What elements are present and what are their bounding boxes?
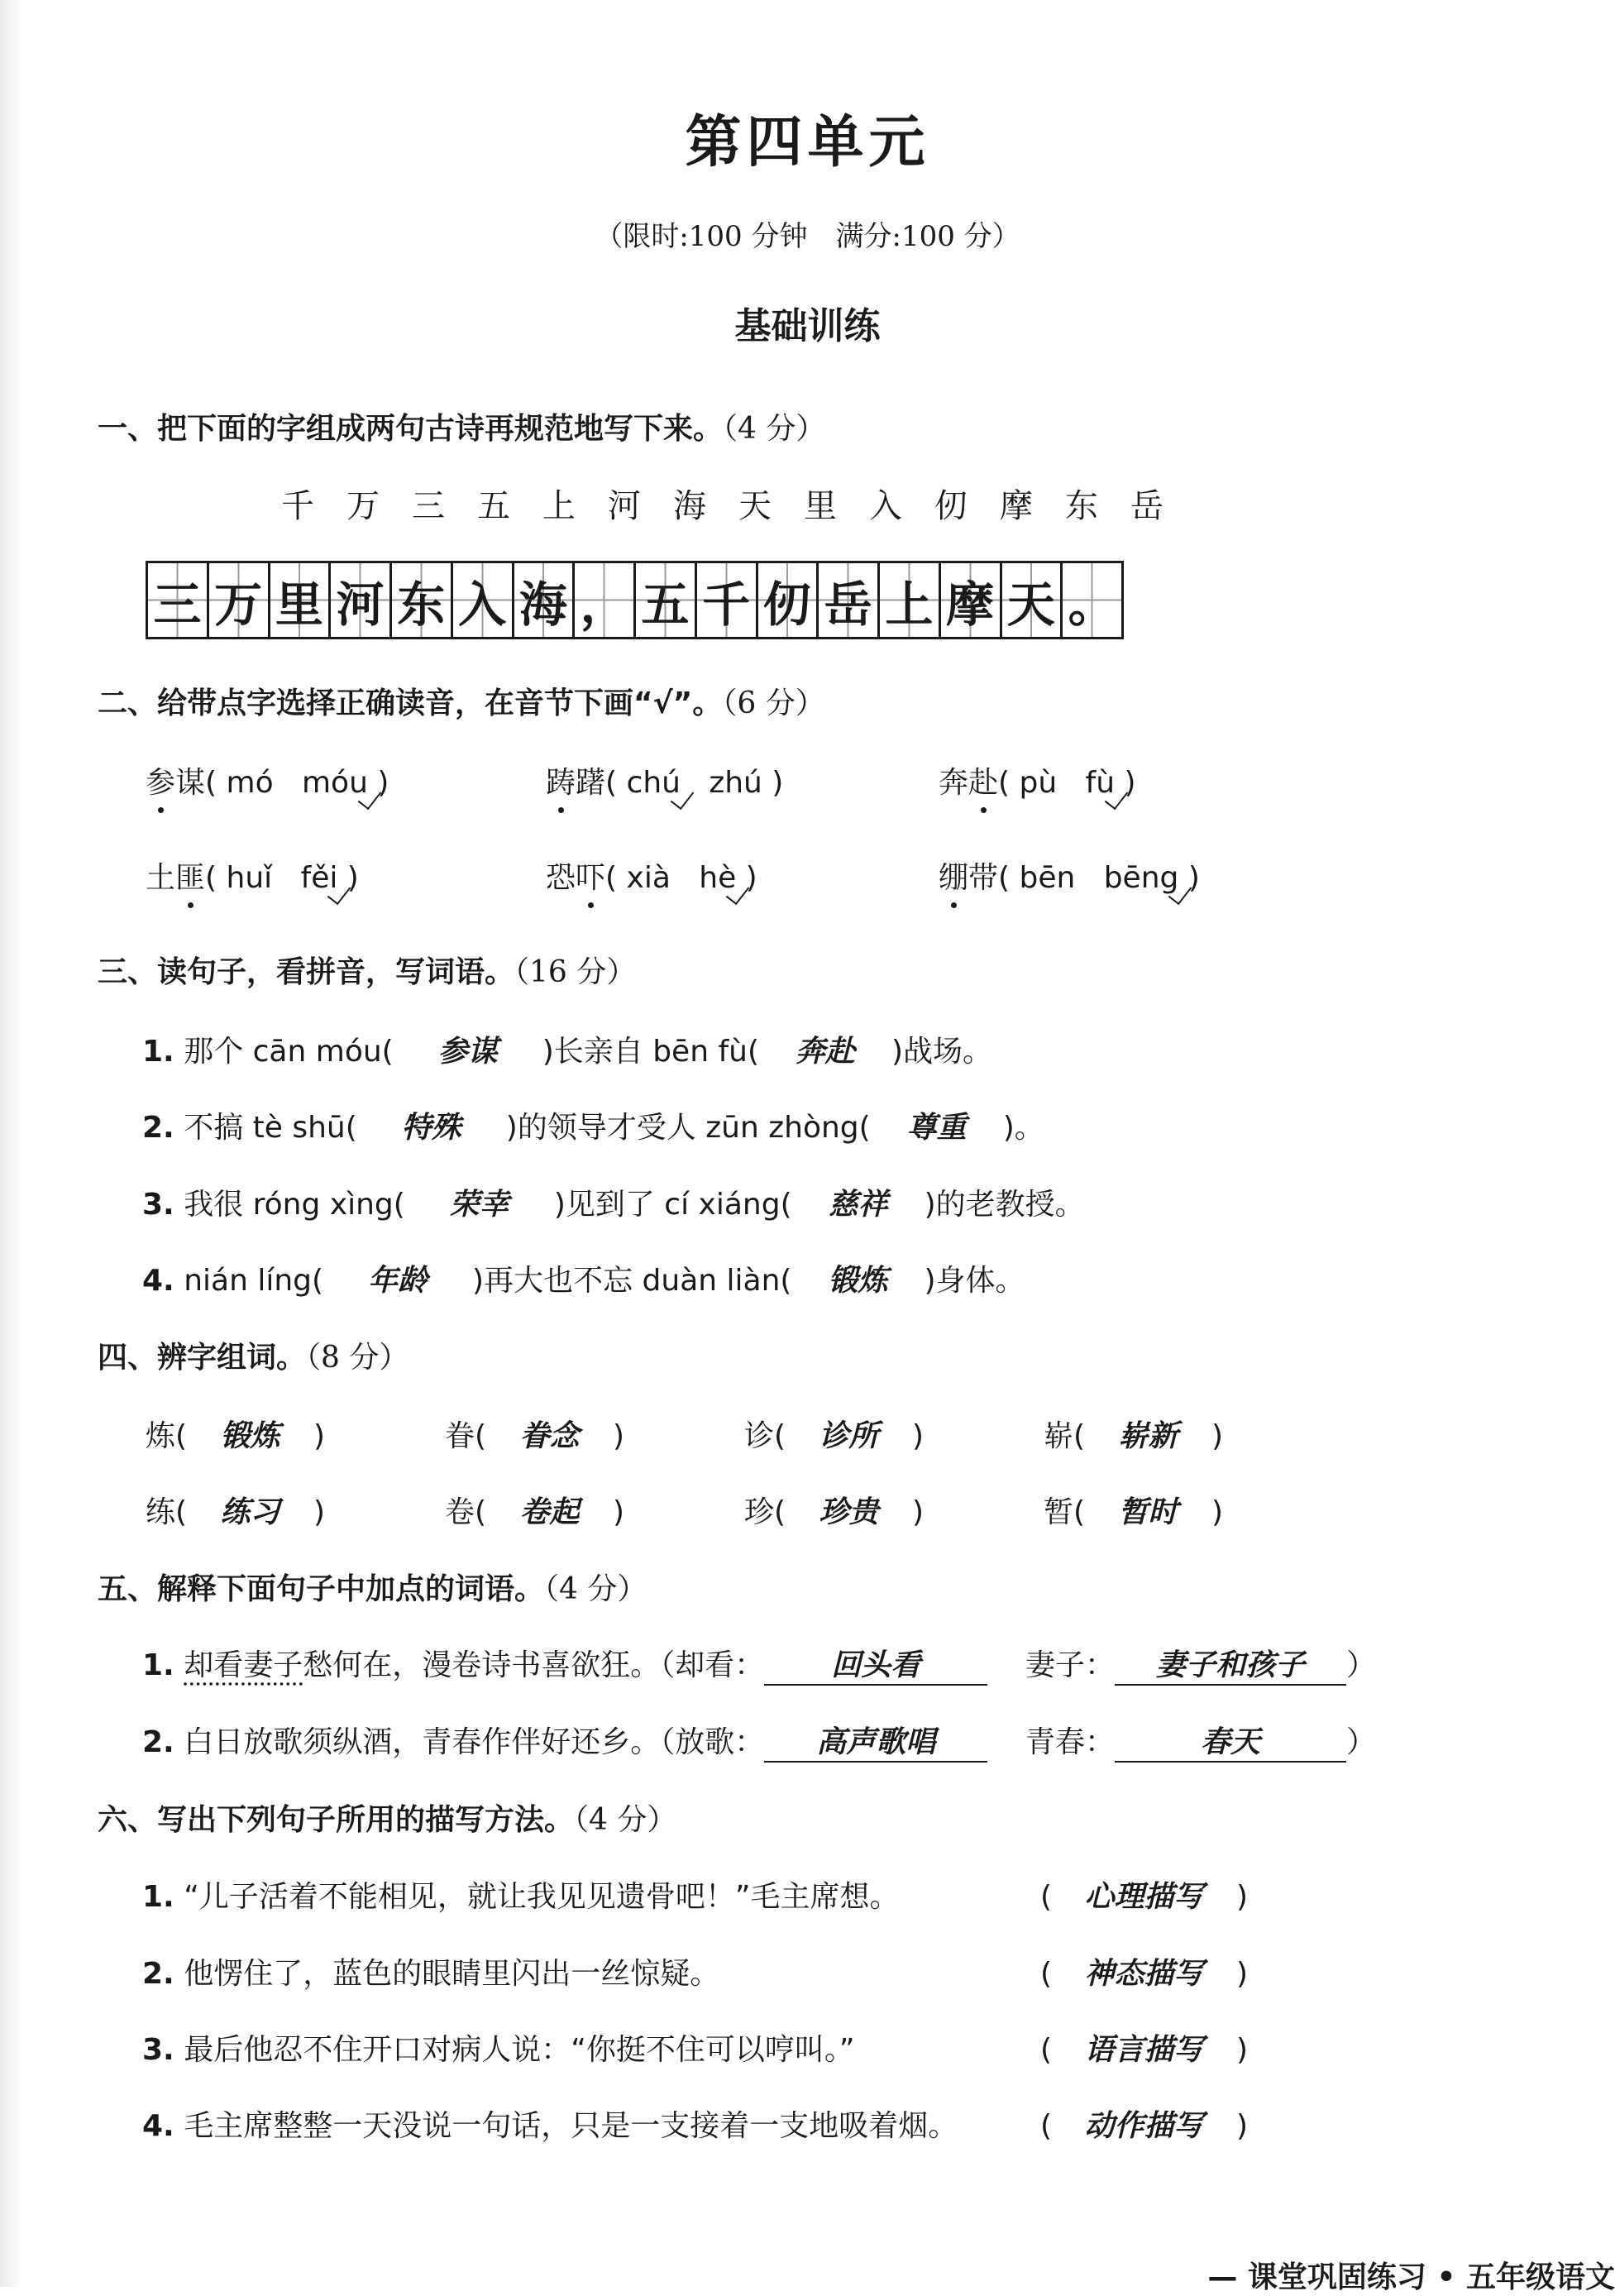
word-char: 奔 (939, 766, 969, 800)
explain-line-2 (142, 1719, 1376, 1763)
grid-cell[interactable]: 。 (1060, 563, 1121, 637)
answer-blank[interactable]: 年龄 (368, 1263, 428, 1298)
item-number: 2. (142, 1111, 174, 1145)
base-char: 眷 (445, 1419, 475, 1453)
word-pair: 卷( 卷起 ) (445, 1489, 624, 1531)
bank-char: 里 (804, 487, 837, 525)
grid-cell[interactable]: 仞 (756, 563, 817, 637)
grid-cell[interactable]: 入 (451, 563, 512, 637)
item-number: 3. (142, 2033, 174, 2067)
base-char: 练 (146, 1495, 176, 1529)
word-char: 躇 (576, 766, 606, 800)
bank-char: 三 (412, 487, 445, 525)
question-5-heading (98, 1566, 647, 1608)
grid-cell[interactable]: 海 (512, 563, 573, 637)
bank-char: 东 (1065, 487, 1098, 525)
sentence-part: 须纵酒，青春作伴好还乡。（放歌： (303, 1725, 765, 1759)
word-pair: 珍( 珍贵 ) (744, 1489, 924, 1531)
answer-blank[interactable]: 奔赴 (795, 1034, 855, 1069)
method-line-3 (142, 2026, 855, 2069)
pinyin-choice: 奔赴( pù fù ) (939, 759, 1136, 801)
bank-char: 仞 (934, 487, 968, 525)
method-answer-4: ( 动作描写 ) (1040, 2102, 1248, 2145)
explain-line-1 (142, 1642, 1376, 1686)
sentence: 他愣住了，蓝色的眼睛里闪出一丝惊疑。 (184, 1957, 720, 1991)
word-pair: 崭( 崭新 ) (1044, 1413, 1223, 1455)
base-char: 卷 (445, 1495, 475, 1529)
sentence-part: 青春： (1025, 1725, 1116, 1759)
answer-blank[interactable]: 动作描写 (1084, 2108, 1204, 2143)
grid-cell[interactable]: 五 (633, 563, 695, 637)
base-char: 暂 (1044, 1495, 1074, 1529)
answer-blank[interactable]: 尊重 (906, 1110, 967, 1145)
item-number: 1. (142, 1880, 174, 1914)
answer-blank[interactable]: 慈祥 (828, 1187, 888, 1222)
question-points: （8 分） (306, 1341, 409, 1375)
dotted-char: 吓 (576, 854, 605, 897)
closing-paren: ） (1346, 1648, 1377, 1682)
fill-sentence-2 (142, 1104, 1044, 1146)
word-pair: 眷( 眷念 ) (445, 1413, 624, 1455)
item-number: 1. (142, 1035, 174, 1069)
answer-blank[interactable]: 珍贵 (819, 1495, 879, 1529)
question-points: （6 分） (722, 686, 825, 720)
sentence-part: )的领导才受人 zūn zhòng( (505, 1111, 871, 1145)
dotted-char: 踌 (546, 759, 576, 801)
bank-char: 万 (346, 487, 380, 525)
sentence-part: 愁何在，漫卷诗书喜欲狂。（却看： (303, 1648, 765, 1682)
pinyin-option-checked[interactable]: móu (301, 766, 368, 800)
sentence: 毛主席整整一天没说一句话，只是一支接着一支地吸着烟。 (184, 2109, 958, 2143)
bank-char: 天 (738, 487, 772, 525)
pinyin-option[interactable]: zhú (709, 766, 762, 800)
question-points: （4 分） (574, 1803, 677, 1837)
page-title: 第四单元 (685, 109, 930, 175)
grid-cell[interactable]: 千 (695, 563, 756, 637)
pinyin-choice: 土匪( huǐ fěi ) (146, 854, 359, 897)
pinyin-option-checked[interactable]: bēng (1103, 861, 1179, 895)
grid-cell[interactable]: 河 (328, 563, 389, 637)
sentence-part: )身体。 (924, 1264, 1025, 1298)
answer-blank[interactable]: 卷起 (519, 1495, 580, 1529)
word-char: 谋 (175, 766, 206, 800)
answer-blank[interactable]: 锻炼 (220, 1418, 280, 1453)
grid-cell[interactable]: 摩 (939, 563, 1000, 637)
bank-char: 河 (608, 487, 641, 525)
dotted-words: 却看妻子 (184, 1648, 303, 1682)
grid-cell[interactable]: 万 (207, 563, 268, 637)
answer-blank[interactable]: 暂时 (1118, 1495, 1178, 1529)
answer-line[interactable]: 妻子和孩子 (1115, 1642, 1346, 1686)
pinyin-option[interactable]: xià (626, 861, 671, 895)
bank-char: 入 (869, 487, 902, 525)
pinyin-option[interactable]: huǐ (226, 861, 273, 895)
pinyin-option-checked[interactable]: chú (626, 766, 681, 800)
bank-char: 岳 (1130, 487, 1163, 525)
item-number: 2. (142, 1957, 174, 1991)
section-heading: 基础训练 (734, 305, 881, 347)
base-char: 诊 (744, 1419, 775, 1453)
question-points: （16 分） (514, 955, 637, 989)
question-text: 三、读句子，看拼音，写词语。 (98, 955, 515, 989)
dotted-char: 赴 (968, 759, 998, 801)
word-char: 恐 (546, 861, 576, 895)
sentence-part: )的老教授。 (924, 1188, 1085, 1222)
item-number: 3. (142, 1188, 174, 1222)
sentence-part: )。 (1002, 1111, 1044, 1145)
grid-cell[interactable]: ， (572, 563, 633, 637)
time-and-score: （限时:100 分钟 满分:100 分） (595, 220, 1020, 253)
sentence: 最后他忍不住开口对病人说：“你挺不住可以哼叫。” (184, 2033, 855, 2067)
pinyin-option[interactable]: bēn (1019, 861, 1076, 895)
base-char: 崭 (1044, 1419, 1074, 1453)
grid-cell[interactable]: 岳 (816, 563, 877, 637)
answer-line[interactable]: 高声歌唱 (764, 1719, 987, 1763)
writing-grid[interactable] (146, 561, 1124, 639)
method-line-2 (142, 1950, 719, 1992)
answer-blank[interactable]: 特殊 (401, 1110, 461, 1145)
answer-blank[interactable]: 练习 (220, 1495, 280, 1529)
word-char: 土 (146, 861, 176, 895)
page-footer: — 课堂巩固练习 • 五年级语文 (1207, 2260, 1615, 2294)
item-number: 2. (142, 1725, 174, 1759)
question-text: 二、给带点字选择正确读音，在音节下画“√”。 (98, 686, 723, 720)
question-points: （4 分） (544, 1572, 647, 1606)
method-line-4 (142, 2102, 958, 2145)
answer-blank[interactable]: 荣幸 (449, 1187, 509, 1222)
word-pair: 暂( 暂时 ) (1044, 1489, 1223, 1531)
sentence-part: 我很 róng xìng( (184, 1188, 405, 1222)
base-char: 炼 (146, 1419, 176, 1453)
answer-line[interactable]: 回头看 (764, 1642, 987, 1686)
sentence-part: )战场。 (891, 1035, 993, 1069)
question-text: 六、写出下列句子所用的描写方法。 (98, 1803, 575, 1837)
question-points: （4 分） (723, 412, 826, 446)
sentence-part: 那个 cān móu( (184, 1035, 394, 1069)
bank-char: 上 (542, 487, 576, 525)
item-number: 1. (142, 1648, 174, 1682)
fill-sentence-3 (142, 1181, 1085, 1223)
method-line-1 (142, 1873, 900, 1916)
sentence-part: )见到了 cí xiáng( (553, 1188, 792, 1222)
item-number: 4. (142, 2109, 174, 2143)
answer-blank[interactable]: 神态描写 (1084, 1956, 1204, 1991)
pinyin-option-checked[interactable]: fù (1085, 766, 1116, 800)
grid-cell[interactable]: 上 (877, 563, 939, 637)
question-1-heading (98, 405, 825, 447)
question-text: 一、把下面的字组成两句古诗再规范地写下来。 (98, 412, 724, 446)
question-text: 四、辨字组词。 (98, 1341, 307, 1375)
pinyin-option[interactable]: pù (1019, 766, 1058, 800)
question-2-heading (98, 680, 825, 722)
sentence-part: 妻子： (1025, 1648, 1116, 1682)
pinyin-option-checked[interactable]: hè (699, 861, 737, 895)
answer-blank[interactable]: 语言描写 (1084, 2032, 1204, 2067)
answer-blank[interactable]: 诊所 (819, 1418, 879, 1453)
item-number: 4. (142, 1264, 174, 1298)
answer-blank[interactable]: 锻炼 (828, 1263, 888, 1298)
fill-sentence-4 (142, 1257, 1025, 1299)
answer-blank[interactable]: 心理描写 (1084, 1879, 1204, 1914)
grid-cell[interactable]: 里 (268, 563, 329, 637)
question-text: 五、解释下面句子中加点的词语。 (98, 1572, 545, 1606)
base-char: 珍 (744, 1495, 775, 1529)
character-bank (281, 480, 1196, 527)
closing-paren: ） (1346, 1725, 1377, 1759)
word-pair: 诊( 诊所 ) (744, 1413, 924, 1455)
method-answer-2: ( 神态描写 ) (1040, 1950, 1248, 1992)
pinyin-choice: 踌躇( chú zhú ) (546, 759, 783, 801)
dotted-words: 白日放歌 (184, 1725, 303, 1759)
dotted-char: 匪 (175, 854, 205, 897)
answer-blank[interactable]: 崭新 (1118, 1418, 1178, 1453)
grid-cell[interactable]: 东 (389, 563, 451, 637)
pinyin-choice: 绷带( bēn bēng ) (939, 854, 1200, 897)
pinyin-choice: 恐吓( xià hè ) (546, 854, 757, 897)
sentence-part: )再大也不忘 duàn liàn( (472, 1264, 792, 1298)
answer-blank[interactable]: 参谋 (437, 1034, 498, 1069)
word-pair: 练( 练习 ) (146, 1489, 325, 1531)
question-3-heading (98, 949, 636, 991)
sentence-part: 不搞 tè shū( (184, 1111, 357, 1145)
bank-char: 海 (673, 487, 706, 525)
pinyin-option-checked[interactable]: fěi (300, 861, 338, 895)
bank-char: 五 (477, 487, 510, 525)
sentence: “儿子活着不能相见，就让我见见遗骨吧！”毛主席想。 (184, 1880, 900, 1914)
method-answer-3: ( 语言描写 ) (1040, 2026, 1248, 2069)
dotted-char: 绷 (939, 854, 968, 897)
question-4-heading (98, 1334, 409, 1376)
bank-char: 摩 (1000, 487, 1033, 525)
fill-sentence-1 (142, 1028, 992, 1070)
dotted-char: 参 (146, 759, 175, 801)
pinyin-choice: 参谋( mó móu ) (146, 759, 389, 801)
sentence-part: nián líng( (184, 1264, 324, 1298)
grid-cell[interactable]: 三 (148, 563, 207, 637)
word-pair: 炼( 锻炼 ) (146, 1413, 325, 1455)
grid-cell[interactable]: 天 (1000, 563, 1061, 637)
bank-char: 千 (281, 487, 314, 525)
method-answer-1: ( 心理描写 ) (1040, 1873, 1248, 1916)
answer-line[interactable]: 春天 (1115, 1719, 1346, 1763)
word-char: 带 (968, 861, 999, 895)
sentence-part: )长亲自 bēn fù( (542, 1035, 759, 1069)
answer-blank[interactable]: 眷念 (519, 1418, 580, 1453)
question-6-heading (98, 1796, 676, 1839)
pinyin-option[interactable]: mó (226, 766, 274, 800)
